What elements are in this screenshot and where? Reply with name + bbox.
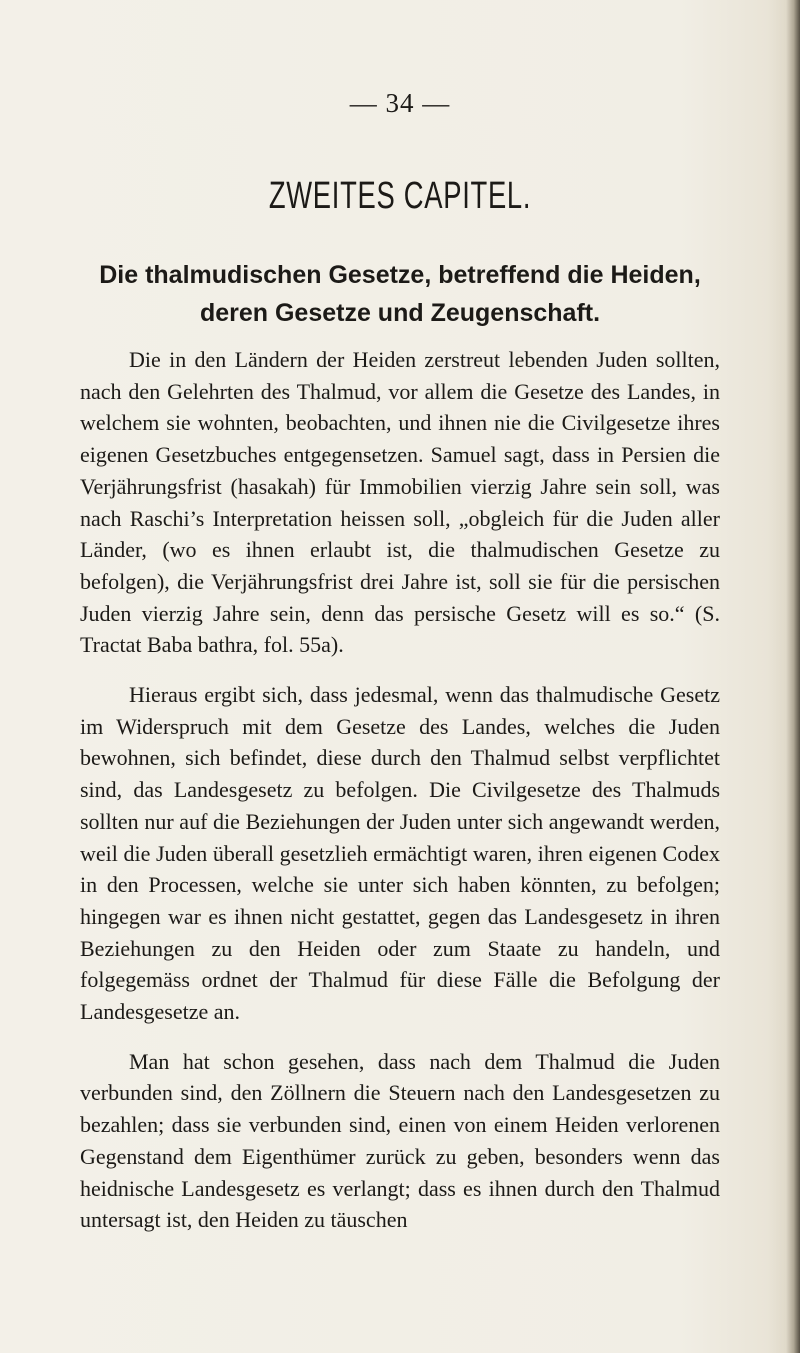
paragraph-2: Hieraus ergibt sich, dass jedesmal, wenn das thalmudische Gesetz im Widerspruch mit dem Gesetze des Landes, welches die Juden bewohnen, sich befindet, diese durch den Thalmud selbst verpflichtet sind, das Landesgesetz zu befolgen. Die Civilgesetze des Thalmuds sollten nur auf die Beziehungen der Juden unter sich angewandt werden, weil die Juden überall gesetzlieh ermächtigt waren, ihren eigenen Codex in den Processen, welche sie unter sich haben könnten, zu befolgen; hingegen war es ihnen nicht gestattet, gegen das Landesgesetz in ihren Beziehungen zu den Heiden oder zum Staate zu handeln, und folgegemäss ordnet der Thalmud für diese Fälle die Befolgung der Landesgesetze an.: [80, 682, 720, 1025]
chapter-title: ZWEITES CAPITEL.: [268, 175, 532, 217]
body-text: [80, 344, 720, 1254]
paragraph-3: Man hat schon gesehen, dass nach dem Thalmud die Juden verbunden sind, den Zöllnern die Steuern nach den Landesgesetzen zu bezahlen; dass sie verbunden sind, einen von einem Heiden verlorenen Gegenstand dem Eigenthümer zurück zu geben, besonders wenn das heidnische Landesgesetz es verlangt; dass es ihnen durch den Thalmud untersagt ist, den Heiden zu täuschen: [80, 1048, 720, 1233]
paragraph-1: Die in den Ländern der Heiden zerstreut lebenden Juden sollten, nach den Gelehrten des Thalmud, vor allem die Gesetze des Landes, in welchem sie wohnten, beobachten, und ihnen nie die Civilgesetze ihres eigenen Gesetzbuches entgegensetzen. Samuel sagt, dass in Persien die Verjährungsfrist (hasakah) für Immobilien vierzig Jahre sein soll, was nach Raschi’s Interpretation heissen soll, „obgleich für die Juden aller Länder, (wo es ihnen erlaubt ist, die thalmudischen Gesetze zu befolgen), die Verjährungsfrist drei Jahre ist, soll sie für die persischen Juden vierzig Jahre sein, denn das persische Gesetz will es so.“ (S. Tractat Baba bathra, fol. 55a).: [80, 347, 720, 658]
page-edge-shadow: [786, 0, 800, 1353]
section-heading: Die thalmudischen Gesetze, betreffend die Heiden, deren Gesetze und Zeugenschaft.: [99, 261, 701, 327]
page-number: — 34 —: [349, 88, 451, 118]
